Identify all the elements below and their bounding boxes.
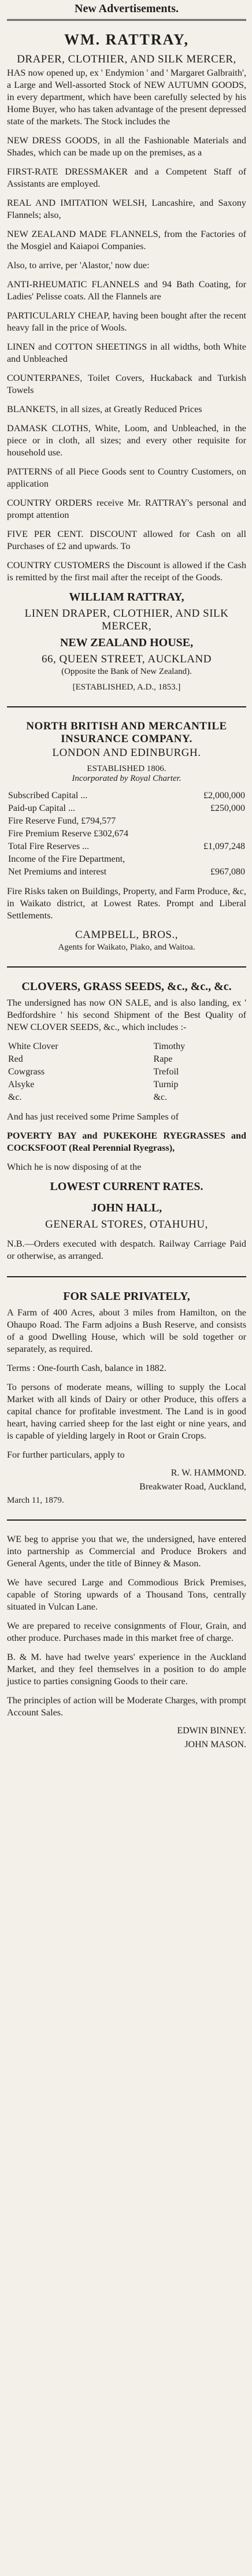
section-masthead: New Advertisements. (7, 2, 246, 21)
insurance-cities: LONDON AND EDINBURGH. (52, 747, 201, 759)
rattray-established: [ESTABLISHED, A.D., 1853.] (72, 683, 181, 692)
binney-body-4: B. & M. have had twelve years' experience in the Auckland Market, and they feel themselves in a position to do ample justice to parties consigning Goods to their care. (7, 1652, 246, 1687)
rattray-intro: HAS now opened up, ex ' Endymion ' and ' Margaret Galbraith', a Large and Well-assorted Stock of NEW AUTUMN GOODS, in every department, which have been carefully selected by his Home Buyer, who has taken advantage of the present depressed state of the markets. The Stock includes the (7, 68, 246, 127)
insurance-capital-table (7, 790, 246, 879)
rattray-address-note: (Opposite the Bank of New Zealand). (61, 667, 192, 676)
table-cell-label: Subscribed Capital ... (8, 791, 88, 800)
rattray-cheap: PARTICULARLY CHEAP, having been bought after the recent heavy fall in the price of Wools. (7, 310, 246, 333)
seed-right: Timothy (153, 1041, 186, 1051)
rattray-nz-flannels: NEW ZEALAND MADE FLANNELS, from the Factories of the Mosgiel and Kaiapoi Companies. (7, 229, 246, 251)
binney-body-1: WE beg to apprise you that we, the undersigned, have entered into partnership as Commercial and Produce Brokers and General Agents, under the title of Binney & Mason. (7, 1534, 246, 1569)
clover-advertisement (7, 980, 246, 1262)
rattray-advertisement (7, 31, 246, 692)
seed-left: &c. (8, 1092, 22, 1102)
binney-body-5: The principles of action will be Moderate Charges, with prompt Account Sales. (7, 1695, 246, 1718)
divider-rule (7, 966, 246, 968)
farm-body-1: A Farm of 400 Acres, about 3 miles from Hamilton, on the Ohaupo Road. The Farm adjoins a Bush Reserve, and consists of a good Dwelling House, which will be sold together or separately, as required. (7, 1307, 246, 1354)
insurance-agent-name: CAMPBELL, BROS., (75, 929, 178, 941)
table-row (7, 802, 246, 815)
table-row (7, 840, 246, 853)
table-cell-value (183, 853, 246, 866)
rattray-address: 66, QUEEN STREET, AUCKLAND (42, 653, 212, 665)
table-row (7, 790, 246, 802)
insurance-agent-line: Agents for Waikato, Piako, and Waitoa. (58, 943, 195, 952)
clover-rates: LOWEST CURRENT RATES. (50, 1180, 203, 1193)
binney-mason-advertisement (7, 1533, 246, 1750)
insurance-incorporated: Incorporated by Royal Charter. (72, 774, 181, 783)
divider-rule (7, 706, 246, 707)
clover-nb: N.B.—Orders executed with despatch. Railway Carriage Paid or otherwise, as arranged. (7, 1239, 246, 1261)
table-cell-label: Fire Reserve Fund, £794,577 (8, 816, 116, 826)
table-row (7, 853, 246, 866)
table-cell-value: £1,097,248 (203, 842, 245, 851)
insurance-advertisement (7, 720, 246, 952)
seed-left: Alsyke (8, 1080, 35, 1089)
rattray-anti-rheumatic: ANTI-RHEUMATIC FLANNELS and 94 Bath Coating, for Ladies' Pelisse coats. All the Flannels are (7, 279, 246, 302)
clover-poverty-bay: POVERTY BAY and PUKEKOHE RYEGRASSES and COCKSFOOT (Real Perennial Ryegrass), (7, 1131, 246, 1153)
binney-body-2: We have secured Large and Commodious Brick Premises, capable of Storing upwards of a Thousand Tons, centrally situated in Vulcan Lane. (7, 1577, 246, 1612)
rattray-name-line: WILLIAM RATTRAY, (69, 591, 184, 603)
table-row (7, 1078, 246, 1091)
farm-agent: R. W. HAMMOND. (171, 1468, 246, 1478)
table-row (7, 866, 246, 879)
table-cell-value: £967,080 (210, 867, 245, 877)
binney-body-3: We are prepared to receive consignments of Flour, Grain, and other produce. Purchases made in this market free of charge. (7, 1621, 246, 1643)
binney-signature-1: EDWIN BINNEY. (177, 1726, 246, 1736)
table-row (7, 1053, 246, 1066)
table-cell-value (183, 815, 246, 828)
binney-signature-2: JOHN MASON. (184, 1740, 246, 1750)
divider-rule (7, 1519, 246, 1521)
rattray-sheetings: LINEN and COTTON SHEETINGS in all widths, both White and Unbleached (7, 342, 246, 364)
farm-date: March 11, 1879. (7, 1496, 64, 1505)
farm-agent-address: Breakwater Road, Auckland, (139, 1482, 246, 1492)
rattray-country-orders: COUNTRY ORDERS receive Mr. RATTRAY's personal and prompt attention (7, 498, 246, 520)
rattray-house: NEW ZEALAND HOUSE, (60, 636, 194, 649)
insurance-established: ESTABLISHED 1806. (87, 764, 166, 773)
table-cell-label: Income of the Fire Department, (8, 854, 125, 864)
rattray-country-customers: COUNTRY CUSTOMERS the Discount is allowed if the Cash is remitted by the first mail after the receipt of the Goods. (7, 560, 246, 583)
divider-rule (7, 1276, 246, 1277)
table-row (7, 828, 246, 840)
rattray-title: WM. RATTRAY, (64, 31, 189, 48)
table-row (7, 1066, 246, 1078)
table-row (7, 1091, 246, 1104)
rattray-subtitle: DRAPER, CLOTHIER, AND SILK MERCER, (17, 53, 236, 65)
table-cell-label: Fire Premium Reserve £302,674 (8, 829, 128, 839)
table-row (7, 815, 246, 828)
farm-apply: For further particulars, apply to (7, 1450, 125, 1460)
clover-signer: JOHN HALL, (91, 1202, 162, 1214)
rattray-to-arrive: Also, to arrive, per 'Alastor,' now due: (7, 260, 150, 270)
rattray-blankets: BLANKETS, in all sizes, at Greatly Reduced Prices (7, 404, 202, 414)
insurance-body: Fire Risks taken on Buildings, Property, and Farm Produce, &c, in Waikato district, at Lowest Rates. Prompt and Liberal Settlements. (7, 886, 246, 921)
rattray-damask: DAMASK CLOTHS, White, Loom, and Unbleached, in the piece or in cloth, all sizes; and every other requisite for household use. (7, 423, 246, 458)
table-cell-label: Total Fire Reserves ... (8, 842, 90, 851)
table-cell-label: Net Premiums and interest (8, 867, 107, 877)
seed-right: Trefoil (153, 1067, 179, 1077)
rattray-welsh-flannels: REAL AND IMITATION WELSH, Lancashire, and Saxony Flannels; also, (7, 198, 246, 220)
rattray-counterpanes: COUNTERPANES, Toilet Covers, Huckaback and Turkish Towels (7, 373, 246, 395)
seed-right: Turnip (153, 1080, 179, 1089)
table-cell-value: £250,000 (210, 803, 245, 813)
clover-intro: The undersigned has now ON SALE, and is also landing, ex ' Bedfordshire ' his second Shipment of the Best Quality of NEW CLOVER SEEDS, &c., which includes :- (7, 998, 246, 1032)
farm-terms: Terms : One-fourth Cash, balance in 1882. (7, 1363, 166, 1373)
farm-advertisement (7, 1290, 246, 1506)
table-cell-value: £2,000,000 (203, 791, 245, 800)
farm-body-2: To persons of moderate means, willing to supply the Local Market with all kinds of Dairy or other Produce, this offers a capital chance for profitable investment. The Land is in good heart, having carried sheep for the last eight or nine years, and is capable of yielding largely in Root or Grain Crops. (7, 1382, 246, 1441)
clover-also: And has just received some Prime Samples of (7, 1111, 179, 1122)
farm-title: FOR SALE PRIVATELY, (63, 1290, 190, 1303)
seed-right: &c. (153, 1092, 168, 1102)
rattray-dress-goods: NEW DRESS GOODS, in all the Fashionable Materials and Shades, which can be made up on the premises, as a (7, 135, 246, 158)
rattray-role-line: LINEN DRAPER, CLOTHIER, AND SILK MERCER, (24, 607, 229, 632)
table-row (7, 1040, 246, 1053)
rattray-patterns: PATTERNS of all Piece Goods sent to Country Customers, on application (7, 466, 246, 489)
seed-list-table (7, 1040, 246, 1104)
rattray-discount: FIVE PER CENT. DISCOUNT allowed for Cash on all Purchases of £2 and upwards. To (7, 529, 246, 551)
clover-signer-role: GENERAL STORES, OTAHUHU, (45, 1218, 208, 1230)
clover-closing: Which he is now disposing of at the (7, 1162, 142, 1172)
table-cell-label: Paid-up Capital ... (8, 803, 75, 813)
seed-left: Red (8, 1054, 23, 1064)
seed-left: White Clover (8, 1041, 58, 1051)
clover-title: CLOVERS, GRASS SEEDS, &c., &c., &c. (21, 980, 232, 993)
table-cell-value (183, 828, 246, 840)
seed-right: Rape (153, 1054, 173, 1064)
seed-left: Cowgrass (8, 1067, 45, 1077)
insurance-title: NORTH BRITISH AND MERCANTILE INSURANCE COMPANY. (26, 720, 227, 745)
rattray-dressmaker: FIRST-RATE DRESSMAKER and a Competent Staff of Assistants are employed. (7, 166, 246, 189)
